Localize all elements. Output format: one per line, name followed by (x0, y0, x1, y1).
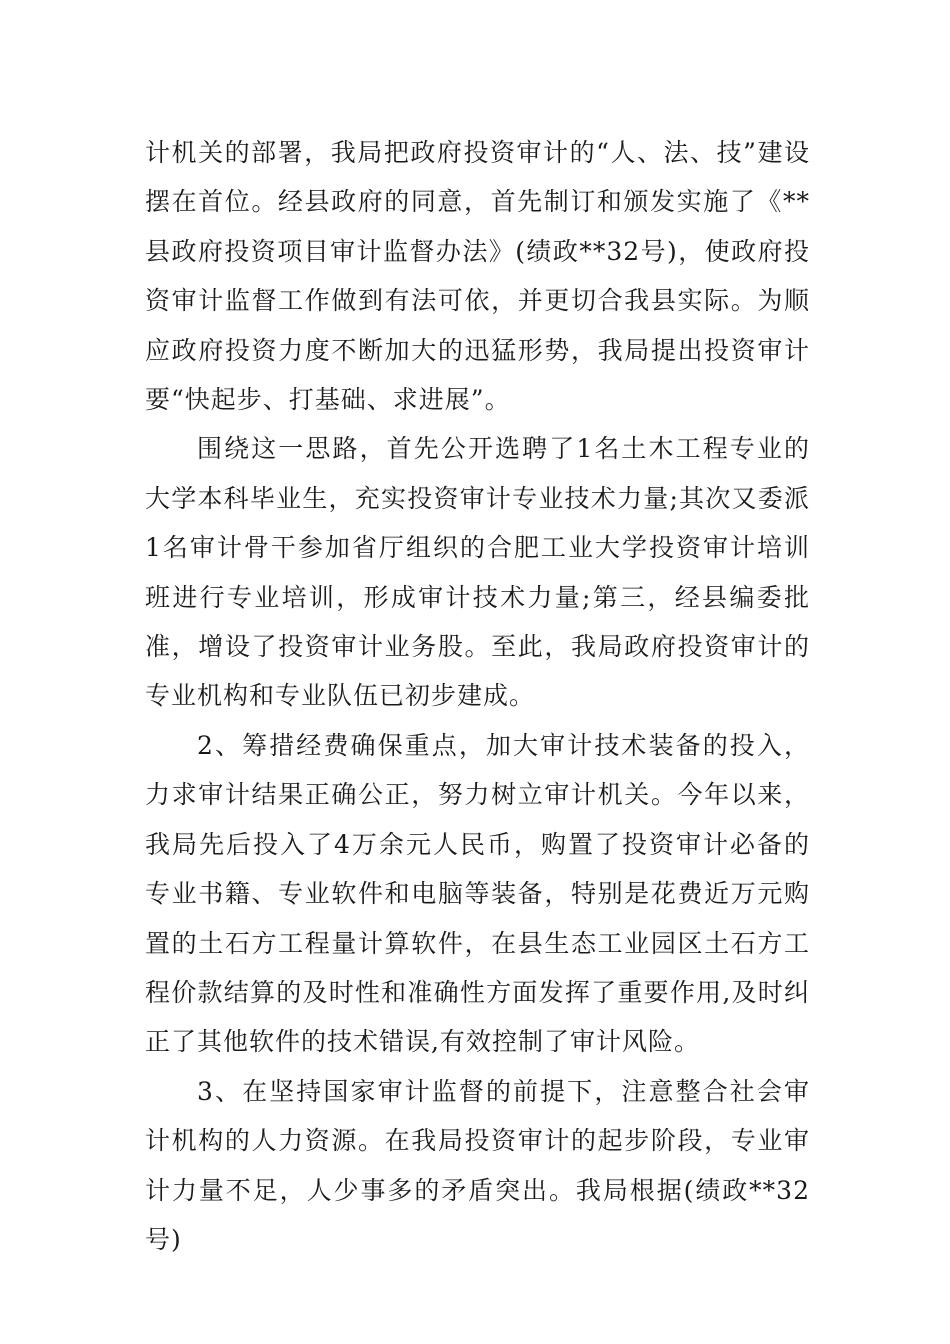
paragraph-4: 3、在坚持国家审计监督的前提下，注意整合社会审计机构的人力资源。在我局投资审计的起步阶段，专业审计力量不足，人少事多的矛盾突出。我局根据(绩政**32号) (145, 1076, 810, 1254)
paragraph-1: 计机关的部署，我局把政府投资审计的“人、法、技”建设摆在首位。经县政府的同意，首先制订和颁发实施了《**县政府投资项目审计监督办法》(绩政**32号)，使政府投资审计监督工作做到有法可依，并更切合我县实际。为顺应政府投资力度不断加大的迅猛形势，我局提出投资审计要“快起步、打基础、求进展”。 (145, 138, 810, 415)
paragraph-3: 2、筹措经费确保重点，加大审计技术装备的投入，力求审计结果正确公正，努力树立审计机关。今年以来，我局先后投入了4万余元人民币，购置了投资审计必备的专业书籍、专业软件和电脑等装备，特别是花费近万元购置的土石方工程量计算软件，在县生态工业园区土石方工程价款结算的及时性和准确性方面发挥了重要作用,及时纠正了其他软件的技术错误,有效控制了审计风险。 (145, 730, 810, 1057)
document-body (145, 128, 810, 1264)
paragraph-2: 围绕这一思路，首先公开选聘了1名土木工程专业的大学本科毕业生，充实投资审计专业技术力量;其次又委派1名审计骨干参加省厅组织的合肥工业大学投资审计培训班进行专业培训，形成审计技术力量;第三，经县编委批准，增设了投资审计业务股。至此，我局政府投资审计的专业机构和专业队伍已初步建成。 (145, 434, 810, 711)
